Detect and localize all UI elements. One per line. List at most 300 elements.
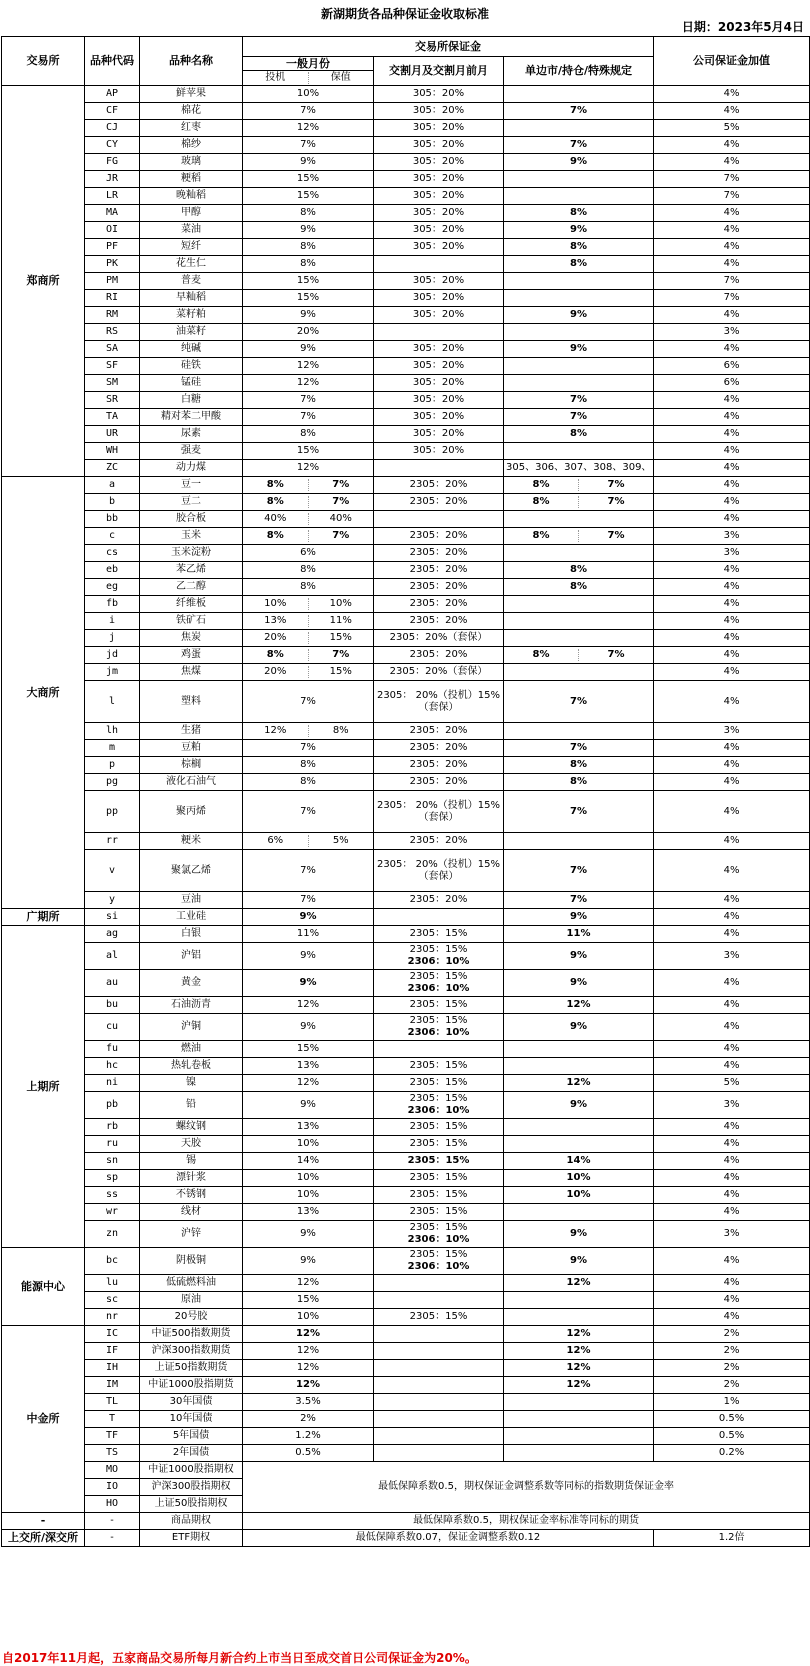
table-row: [2, 1187, 810, 1204]
general-margin-hedge: 15%: [308, 632, 374, 644]
product-code: v: [85, 850, 140, 892]
table-row: [2, 511, 810, 528]
general-margin: 13%: [243, 1119, 374, 1136]
product-code: lu: [85, 1275, 140, 1292]
product-name: 粳米: [140, 833, 243, 850]
special-margin: 8%: [504, 205, 654, 222]
product-code: ru: [85, 1136, 140, 1153]
product-code: fb: [85, 596, 140, 613]
company-addon: 4%: [654, 681, 810, 723]
product-name: 玉米: [140, 528, 243, 545]
general-margin: 9%: [243, 1221, 374, 1248]
special-margin-speculation: 8%: [532, 479, 550, 490]
product-code: wr: [85, 1204, 140, 1221]
delivery-margin: 2305：20%: [374, 833, 504, 850]
special-margin: 9%: [504, 154, 654, 171]
product-code: a: [85, 477, 140, 494]
table-row: [2, 239, 810, 256]
general-margin: [243, 477, 374, 494]
special-margin: [504, 1204, 654, 1221]
product-name: 石油沥青: [140, 997, 243, 1014]
product-code: rb: [85, 1119, 140, 1136]
special-margin: 305、306、307、308、309、: [504, 460, 654, 477]
general-margin: 3.5%: [243, 1394, 374, 1411]
product-code: TA: [85, 409, 140, 426]
delivery-margin-line1: 2305：15%: [409, 971, 468, 982]
special-margin: 12%: [504, 1377, 654, 1394]
delivery-margin: [374, 1092, 504, 1119]
delivery-margin: [374, 1377, 504, 1394]
special-margin: [504, 494, 654, 511]
product-name: 晚籼稻: [140, 188, 243, 205]
general-margin: 10%: [243, 86, 374, 103]
general-margin-hedge: 40%: [308, 513, 374, 525]
special-margin: [504, 833, 654, 850]
delivery-margin: 2305：15%: [374, 1075, 504, 1092]
special-margin: 9%: [504, 1248, 654, 1275]
table-row: [2, 579, 810, 596]
product-name: 黄金: [140, 970, 243, 997]
general-margin: 12%: [243, 1360, 374, 1377]
special-margin: [504, 358, 654, 375]
product-code: bb: [85, 511, 140, 528]
delivery-margin: 2305：20%: [374, 579, 504, 596]
general-margin-speculation: 8%: [266, 479, 284, 490]
company-addon: 2%: [654, 1360, 810, 1377]
delivery-margin: 305：20%: [374, 375, 504, 392]
product-code: j: [85, 630, 140, 647]
product-code: SF: [85, 358, 140, 375]
product-code: -: [85, 1513, 140, 1530]
delivery-margin-line2: 2306：10%: [407, 956, 470, 967]
special-margin: 7%: [504, 103, 654, 120]
delivery-margin: 2305：15%: [374, 997, 504, 1014]
product-name: 沪深300股指期权: [140, 1479, 243, 1496]
general-margin-speculation: 8%: [266, 649, 284, 660]
special-margin: [504, 273, 654, 290]
delivery-margin: [374, 1360, 504, 1377]
header-code: 品种代码: [85, 37, 140, 86]
delivery-margin: 305：20%: [374, 426, 504, 443]
company-addon: 4%: [654, 909, 810, 926]
product-name: 铅: [140, 1092, 243, 1119]
delivery-margin: [374, 1411, 504, 1428]
general-margin: 1.2%: [243, 1428, 374, 1445]
product-code: pg: [85, 774, 140, 791]
product-name: 低硫燃料油: [140, 1275, 243, 1292]
general-margin: 7%: [243, 850, 374, 892]
header-delivery-month: 交割月及交割月前月: [374, 57, 504, 86]
table-row: [2, 1204, 810, 1221]
product-name: 红枣: [140, 120, 243, 137]
table-row: [2, 630, 810, 647]
table-row: [2, 341, 810, 358]
product-name: 工业硅: [140, 909, 243, 926]
special-margin: 14%: [504, 1153, 654, 1170]
company-addon: 1%: [654, 1394, 810, 1411]
table-row: [2, 723, 810, 740]
company-addon: 4%: [654, 596, 810, 613]
company-addon: 4%: [654, 892, 810, 909]
table-row: [2, 375, 810, 392]
general-margin-hedge: 5%: [308, 835, 374, 847]
delivery-margin: 305：20%: [374, 137, 504, 154]
delivery-margin: 2305：20%（套保）: [374, 664, 504, 681]
company-addon: 7%: [654, 273, 810, 290]
general-margin: 6%: [243, 545, 374, 562]
special-margin: [504, 443, 654, 460]
general-margin: 0.5%: [243, 1445, 374, 1462]
special-margin-speculation: 8%: [532, 649, 550, 660]
product-name: 精对苯二甲酸: [140, 409, 243, 426]
company-addon: 3%: [654, 1221, 810, 1248]
delivery-margin: 305：20%: [374, 103, 504, 120]
company-addon: 0.2%: [654, 1445, 810, 1462]
general-margin: 12%: [243, 1275, 374, 1292]
product-code: fu: [85, 1041, 140, 1058]
company-addon: 4%: [654, 1014, 810, 1041]
table-row: [2, 1119, 810, 1136]
company-addon: 6%: [654, 358, 810, 375]
company-addon: 4%: [654, 409, 810, 426]
delivery-margin: [374, 1326, 504, 1343]
product-code: hc: [85, 1058, 140, 1075]
delivery-margin: 2305：20%: [374, 596, 504, 613]
delivery-margin-line2: 2306：10%: [407, 983, 470, 994]
company-addon: 4%: [654, 1187, 810, 1204]
table-row: [2, 426, 810, 443]
product-code: ss: [85, 1187, 140, 1204]
delivery-margin: 2305：15%: [374, 1136, 504, 1153]
company-addon: 4%: [654, 997, 810, 1014]
delivery-margin-line1: 2305：15%: [409, 1249, 468, 1260]
general-margin: 9%: [243, 154, 374, 171]
header-exchange-margin: 交易所保证金: [243, 37, 654, 57]
table-row: [2, 1309, 810, 1326]
exchange-cell: 大商所: [2, 477, 85, 909]
company-addon: 4%: [654, 1136, 810, 1153]
product-name: 中证500指数期货: [140, 1326, 243, 1343]
product-code: FG: [85, 154, 140, 171]
general-margin: 7%: [243, 137, 374, 154]
product-code: ag: [85, 926, 140, 943]
special-margin: [504, 613, 654, 630]
company-addon: 4%: [654, 970, 810, 997]
delivery-margin: 305：20%: [374, 409, 504, 426]
table-row: [2, 970, 810, 997]
options-note: 最低保障系数0.5，期权保证金调整系数等同标的指数期货保证金率: [243, 1462, 810, 1513]
delivery-margin-line2: 2306：10%: [407, 1027, 470, 1038]
delivery-margin: [374, 1041, 504, 1058]
product-code: bu: [85, 997, 140, 1014]
delivery-margin: 2305：20%: [374, 545, 504, 562]
product-name: 锡: [140, 1153, 243, 1170]
header-spec-hedge: [243, 71, 374, 86]
general-margin-hedge: 7%: [308, 649, 374, 661]
product-name: 漂针浆: [140, 1170, 243, 1187]
product-code: -: [85, 1530, 140, 1547]
company-addon: 0.5%: [654, 1428, 810, 1445]
product-name: 沪铜: [140, 1014, 243, 1041]
table-row: [2, 1360, 810, 1377]
general-margin: 11%: [243, 926, 374, 943]
delivery-margin: [374, 1428, 504, 1445]
options-note: 最低保障系数0.5，期权保证金率标准等同标的期货: [243, 1513, 810, 1530]
special-margin: 10%: [504, 1170, 654, 1187]
special-margin: 10%: [504, 1187, 654, 1204]
product-name: 中证1000股指期权: [140, 1462, 243, 1479]
delivery-margin: [374, 1394, 504, 1411]
delivery-margin: 2305：20%: [374, 757, 504, 774]
company-addon: 4%: [654, 1170, 810, 1187]
product-code: HO: [85, 1496, 140, 1513]
general-margin-speculation: 8%: [266, 530, 284, 541]
special-margin: 9%: [504, 943, 654, 970]
general-margin: 7%: [243, 681, 374, 723]
table-row: [2, 1462, 810, 1479]
delivery-margin: 2305：20%: [374, 774, 504, 791]
company-addon: 3%: [654, 324, 810, 341]
product-code: eb: [85, 562, 140, 579]
special-margin: 12%: [504, 1360, 654, 1377]
product-name: 天胶: [140, 1136, 243, 1153]
product-code: UR: [85, 426, 140, 443]
product-code: au: [85, 970, 140, 997]
table-row: [2, 494, 810, 511]
delivery-margin: 305：20%: [374, 154, 504, 171]
delivery-margin: 2305：20%（套保）: [374, 630, 504, 647]
product-code: nr: [85, 1309, 140, 1326]
general-margin: [243, 596, 374, 613]
delivery-margin: 2305：20%: [374, 494, 504, 511]
product-name: 镍: [140, 1075, 243, 1092]
company-addon: 5%: [654, 120, 810, 137]
delivery-margin: 2305：15%: [374, 1309, 504, 1326]
special-margin: [504, 1309, 654, 1326]
product-name: 5年国债: [140, 1428, 243, 1445]
general-margin: 12%: [243, 358, 374, 375]
general-margin: 9%: [243, 970, 374, 997]
general-margin: [243, 647, 374, 664]
special-margin: 8%: [504, 757, 654, 774]
special-margin-hedge: 7%: [578, 649, 653, 661]
special-margin: 9%: [504, 970, 654, 997]
company-addon: 4%: [654, 1058, 810, 1075]
special-margin: [504, 1119, 654, 1136]
general-margin-hedge: 15%: [308, 666, 374, 678]
table-row: [2, 1092, 810, 1119]
general-margin: 10%: [243, 1309, 374, 1326]
product-name: ETF期权: [140, 1530, 243, 1547]
special-margin: [504, 1041, 654, 1058]
company-addon: 4%: [654, 511, 810, 528]
table-row: [2, 528, 810, 545]
table-row: [2, 562, 810, 579]
table-row: [2, 1041, 810, 1058]
general-margin: [243, 664, 374, 681]
general-margin: 8%: [243, 239, 374, 256]
delivery-margin: [374, 1445, 504, 1462]
product-name: 沪锌: [140, 1221, 243, 1248]
product-code: c: [85, 528, 140, 545]
table-row: [2, 1221, 810, 1248]
product-name: 菜油: [140, 222, 243, 239]
exchange-cell: 郑商所: [2, 86, 85, 477]
general-margin-speculation: 12%: [264, 725, 287, 736]
special-margin: [504, 647, 654, 664]
delivery-margin: 305：20%: [374, 171, 504, 188]
table-row: [2, 460, 810, 477]
special-margin: 12%: [504, 1343, 654, 1360]
general-margin: 9%: [243, 222, 374, 239]
delivery-margin: 2305：20%: [374, 723, 504, 740]
table-row: [2, 477, 810, 494]
delivery-margin: 2305： 20%（投机）15%（套保）: [374, 681, 504, 723]
product-name: 10年国债: [140, 1411, 243, 1428]
product-name: 白银: [140, 926, 243, 943]
product-name: 2年国债: [140, 1445, 243, 1462]
special-margin: [504, 511, 654, 528]
delivery-margin: [374, 324, 504, 341]
product-code: l: [85, 681, 140, 723]
general-margin: 13%: [243, 1058, 374, 1075]
delivery-margin: 305：20%: [374, 358, 504, 375]
general-margin: 7%: [243, 392, 374, 409]
company-addon: 0.5%: [654, 1411, 810, 1428]
company-addon: 4%: [654, 791, 810, 833]
special-margin-speculation: 8%: [532, 530, 550, 541]
product-name: 上证50股指期权: [140, 1496, 243, 1513]
header-company-addon: 公司保证金加值: [654, 37, 810, 86]
company-addon: 4%: [654, 137, 810, 154]
company-addon: 4%: [654, 443, 810, 460]
company-addon: 4%: [654, 579, 810, 596]
table-row: [2, 171, 810, 188]
delivery-margin: [374, 511, 504, 528]
table-row: [2, 1248, 810, 1275]
product-code: CY: [85, 137, 140, 154]
special-margin: 7%: [504, 409, 654, 426]
table-row: [2, 324, 810, 341]
product-code: IH: [85, 1360, 140, 1377]
general-margin-speculation: 10%: [264, 598, 287, 609]
company-addon: 4%: [654, 630, 810, 647]
product-name: 早籼稻: [140, 290, 243, 307]
table-row: [2, 103, 810, 120]
special-margin: [504, 723, 654, 740]
table-row: [2, 757, 810, 774]
special-margin: 9%: [504, 307, 654, 324]
product-name: 尿素: [140, 426, 243, 443]
table-row: [2, 1058, 810, 1075]
product-code: al: [85, 943, 140, 970]
table-row: [2, 1411, 810, 1428]
product-name: 鲜苹果: [140, 86, 243, 103]
general-margin: 8%: [243, 205, 374, 222]
general-margin: 9%: [243, 307, 374, 324]
delivery-margin: 2305：15%: [374, 1170, 504, 1187]
general-margin: 12%: [243, 1377, 374, 1394]
product-code: SA: [85, 341, 140, 358]
general-margin: 10%: [243, 1170, 374, 1187]
product-name: 普麦: [140, 273, 243, 290]
table-row: [2, 1292, 810, 1309]
product-name: 阴极铜: [140, 1248, 243, 1275]
company-addon: 4%: [654, 850, 810, 892]
exchange-cell: 广期所: [2, 909, 85, 926]
company-addon: 7%: [654, 188, 810, 205]
special-margin: [504, 1394, 654, 1411]
delivery-margin-line1: 2305：15%: [409, 1015, 468, 1026]
general-margin: 12%: [243, 1326, 374, 1343]
delivery-margin: [374, 970, 504, 997]
delivery-margin: 2305：20%: [374, 477, 504, 494]
table-row: [2, 273, 810, 290]
product-code: MO: [85, 1462, 140, 1479]
company-addon: 4%: [654, 477, 810, 494]
general-margin: 8%: [243, 562, 374, 579]
exchange-cell: -: [2, 1513, 85, 1530]
special-margin: 7%: [504, 740, 654, 757]
table-row: [2, 86, 810, 103]
general-margin: 15%: [243, 1292, 374, 1309]
table-row: [2, 358, 810, 375]
product-name: 沪深300指数期货: [140, 1343, 243, 1360]
delivery-margin-line2: 2306：10%: [407, 1234, 470, 1245]
delivery-margin: 305：20%: [374, 120, 504, 137]
special-margin: [504, 596, 654, 613]
company-addon: 4%: [654, 1309, 810, 1326]
product-name: 强麦: [140, 443, 243, 460]
delivery-margin: 305：20%: [374, 307, 504, 324]
table-row: [2, 774, 810, 791]
product-code: ni: [85, 1075, 140, 1092]
product-code: cs: [85, 545, 140, 562]
product-code: m: [85, 740, 140, 757]
table-row: [2, 222, 810, 239]
special-margin-speculation: 8%: [532, 496, 550, 507]
general-margin-hedge: 11%: [308, 615, 374, 627]
general-margin-hedge: 8%: [308, 725, 374, 737]
special-margin-hedge: 7%: [578, 496, 653, 508]
delivery-margin: 2305：15%: [374, 1153, 504, 1170]
product-code: i: [85, 613, 140, 630]
general-margin: 15%: [243, 290, 374, 307]
company-addon: 4%: [654, 154, 810, 171]
product-name: 豆二: [140, 494, 243, 511]
company-addon: 4%: [654, 926, 810, 943]
product-code: T: [85, 1411, 140, 1428]
table-row: [2, 1530, 810, 1547]
general-margin: 7%: [243, 103, 374, 120]
product-code: RS: [85, 324, 140, 341]
table-row: [2, 613, 810, 630]
general-margin: 10%: [243, 1136, 374, 1153]
special-margin: 7%: [504, 850, 654, 892]
table-row: [2, 596, 810, 613]
delivery-margin: 2305：15%: [374, 1058, 504, 1075]
delivery-margin: 2305：15%: [374, 1204, 504, 1221]
product-code: si: [85, 909, 140, 926]
company-addon: 4%: [654, 460, 810, 477]
table-row: [2, 443, 810, 460]
special-margin: 7%: [504, 892, 654, 909]
general-margin: 12%: [243, 1343, 374, 1360]
company-addon: 3%: [654, 528, 810, 545]
table-row: [2, 647, 810, 664]
general-margin: [243, 528, 374, 545]
company-addon: 2%: [654, 1343, 810, 1360]
